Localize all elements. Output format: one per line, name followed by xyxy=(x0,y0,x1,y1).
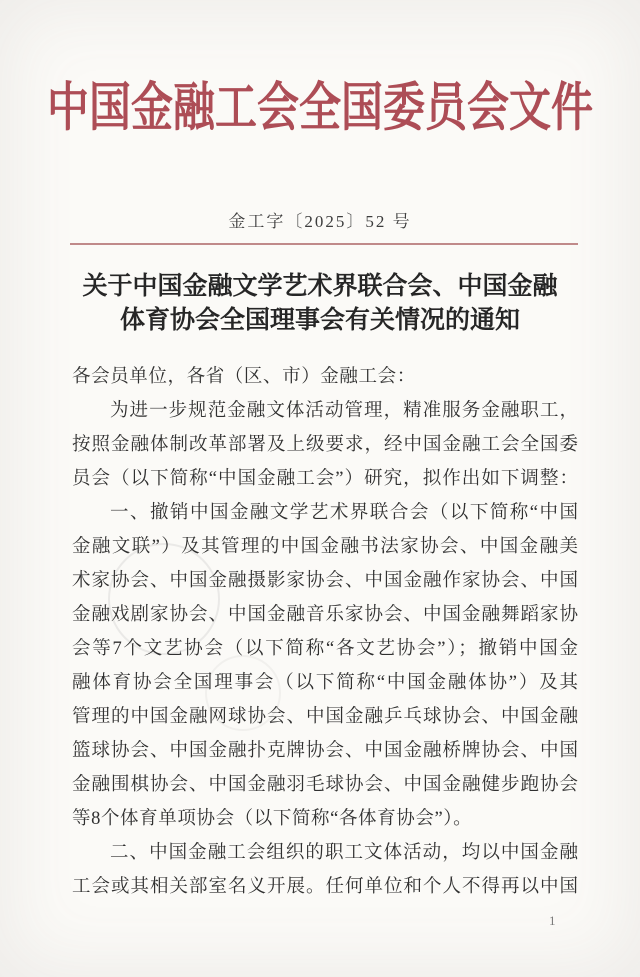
body-line: 按照金融体制改革部署及上级要求，经中国金融工会全国委 xyxy=(72,435,578,455)
body-line: 金融戏剧家协会、中国金融音乐家协会、中国金融舞蹈家协 xyxy=(72,605,578,625)
body-line: 二、中国金融工会组织的职工文体活动，均以中国金融 xyxy=(110,843,578,863)
body-line: 一、撤销中国金融文学艺术界联合会（以下简称“中国 xyxy=(110,503,578,523)
document-title xyxy=(30,270,610,338)
document-title-line2: 体育协会全国理事会有关情况的通知 xyxy=(119,307,520,334)
body-line: 篮球协会、中国金融扑克牌协会、中国金融桥牌协会、中国 xyxy=(72,741,578,761)
red-divider-line xyxy=(70,243,578,245)
body-line: 融体育协会全国理事会（以下简称“中国金融体协”）及其 xyxy=(72,673,578,693)
body-line: 各会员单位，各省（区、市）金融工会： xyxy=(72,367,416,387)
document-number: 金工字〔2025〕52 号 xyxy=(228,212,412,231)
body-line: 会等7个文艺协会（以下简称“各文艺协会”）；撤销中国金 xyxy=(72,639,578,659)
document-body xyxy=(72,360,578,904)
body-line: 等8个体育单项协会（以下简称“各体育协会”）。 xyxy=(72,809,473,829)
body-line: 管理的中国金融网球协会、中国金融乒乓球协会、中国金融 xyxy=(72,707,578,727)
document-title-line1: 关于中国金融文学艺术界联合会、中国金融 xyxy=(82,273,558,300)
body-line: 为进一步规范金融文体活动管理，精准服务金融职工， xyxy=(110,401,578,421)
body-line: 金融围棋协会、中国金融羽毛球协会、中国金融健步跑协会 xyxy=(72,775,578,795)
body-line: 工会或其相关部室名义开展。任何单位和个人不得再以中国 xyxy=(72,877,578,897)
page-number: 1 xyxy=(549,913,556,928)
body-line: 金融文联”）及其管理的中国金融书法家协会、中国金融美 xyxy=(72,537,578,557)
body-line: 员会（以下简称“中国金融工会”）研究，拟作出如下调整： xyxy=(72,469,578,489)
body-line: 术家协会、中国金融摄影家协会、中国金融作家协会、中国 xyxy=(72,571,578,591)
document-header-title: 中国金融工会全国委员会文件 xyxy=(46,79,593,138)
